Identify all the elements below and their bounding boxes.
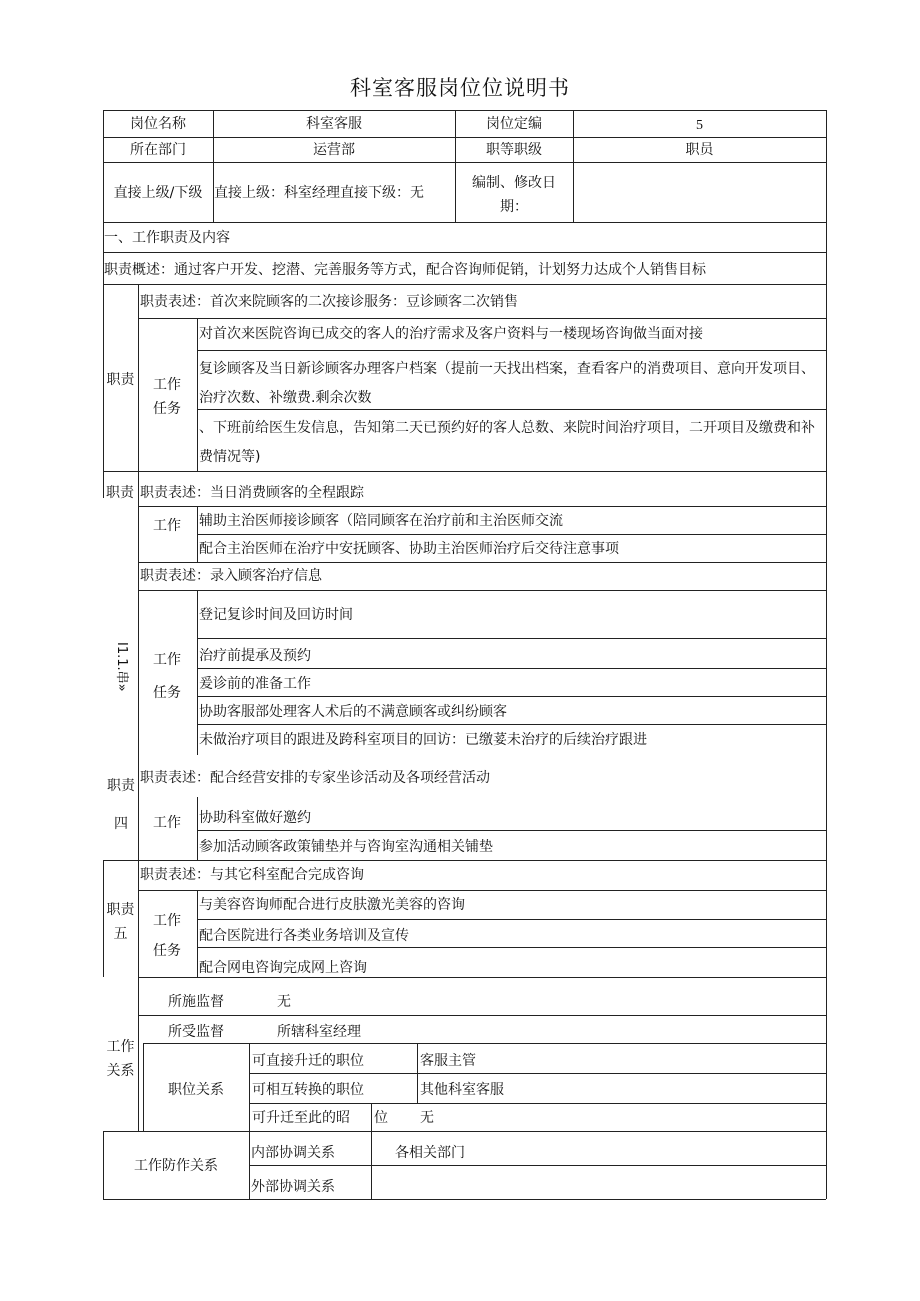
superior-value: 直接上级：科室经理直接下级：无: [214, 185, 424, 201]
duty3-task-2: 治疗前提承及预约: [199, 648, 311, 664]
duty3-task-1: 登记复诊时间及回访时间: [199, 607, 353, 623]
position-key-3: 可升迁至此的昭: [252, 1110, 350, 1126]
position-key-2: 可相互转换的职位: [252, 1082, 364, 1098]
duty4-task-1: 协助科室做好邀约: [199, 810, 311, 826]
duty4-task-2: 参加活动顾客政策铺垫并与咨询室沟通相关铺垫: [199, 839, 493, 855]
duty2-label: 职责: [106, 485, 134, 501]
dept-value: 运营部: [313, 142, 355, 158]
duty3-task-5: 未做治疗项目的跟进及跨科室项目的回访：已缴荽未治疗的后续治疗跟进: [199, 732, 647, 748]
section1-title: 一、工作职责及内容: [104, 230, 230, 246]
duty5-work-label: 工作任务: [153, 913, 181, 959]
duty1-task-1: 对首次来医院咨询已成交的客人的治疗需求及客户资料与一楼现场咨询做当面对接: [199, 326, 703, 342]
duty5-label: 职责五: [106, 902, 135, 942]
duty4-work-label: 工作: [153, 815, 181, 831]
position-key-3-suffix: 位: [374, 1110, 388, 1126]
duty3-statement: 职责表述：录入顾客治疗信息: [140, 568, 322, 584]
position-value-3: 无: [420, 1110, 434, 1126]
post-name-label: 岗位名称: [130, 116, 186, 132]
staffing-label: 岗位定编: [486, 116, 542, 132]
duty2-task-1: 辅助主治医师接诊顾客（陪同顾客在治疗前和主治医师交流: [199, 513, 563, 529]
supervised-label: 所受监督: [168, 1024, 224, 1040]
duty2-work-label: 工作: [153, 518, 181, 534]
duty4-statement: 职责表述：配合经营安排的专家坐诊活动及各项经营活动: [140, 770, 490, 786]
coordination-label: 工作防作关系: [134, 1158, 218, 1174]
duty3-task-4: 协助客服部处理客人术后的不满意顾客或纠纷顾客: [199, 704, 507, 720]
supervise-label: 所施监督: [168, 994, 224, 1010]
duty1-work-label: 工作任务: [153, 377, 181, 417]
duty1-statement: 职责表述：首次来院顾客的二次接诊服务：豆诊顾客二次销售: [140, 294, 518, 310]
duty-summary: 职责概述：通过客户开发、挖潜、完善服务等方式，配合咨询师促销，计划努力达成个人销售目标: [104, 262, 706, 278]
duty5-statement: 职责表述：与其它科室配合完成咨询: [140, 867, 364, 883]
grade-label: 职等职级: [486, 142, 542, 158]
duty3-work-label: 工作任务: [153, 652, 181, 701]
duty4-label: 职责四: [107, 778, 135, 832]
duty2-statement: 职责表述：当日消费顾客的全程跟踪: [140, 485, 364, 501]
duty3-task-3: 爰诊前的准备工作: [199, 676, 311, 692]
staffing-value: 5: [696, 118, 703, 133]
internal-coordination-value: 各相关部门: [395, 1145, 465, 1161]
external-coordination-label: 外部协调关系: [251, 1179, 335, 1195]
internal-coordination-label: 内部协调关系: [251, 1145, 335, 1161]
position-value-2: 其他科室客服: [420, 1082, 504, 1098]
position-key-1: 可直接升迁的职位: [252, 1053, 364, 1069]
duty5-task-3: 配合网电咨询完成网上咨询: [199, 960, 367, 976]
post-name-value: 科室客服: [306, 116, 362, 132]
date-label: 编制、修改日期：: [472, 175, 556, 215]
duty3-label: I1.1.串»: [114, 642, 129, 692]
duty1-label: 职责: [106, 372, 135, 388]
supervised-value: 所辖科室经理: [277, 1024, 361, 1040]
duty5-task-2: 配合医院进行各类业务培训及宣传: [199, 928, 409, 944]
supervise-value: 无: [277, 994, 291, 1010]
position-relation-label: 职位关系: [168, 1082, 224, 1098]
dept-label: 所在部门: [130, 142, 186, 158]
duty5-task-1: 与美容咨询师配合进行皮肤激光美容的咨询: [199, 897, 465, 913]
duty1-task-3: 、下班前给医生发信息，告知第二天已预约好的客人总数、来院时间治疗项目，二开项目及缴费和补费情况等): [199, 420, 815, 465]
duty1-task-2: 复诊顾客及当日新诊顾客办理客户档案（提前一天找出档案，查看客户的消费项目、意向开发项目、治疗次数、补缴费.剩余次数: [199, 361, 815, 406]
document-title: 科室客服岗位位说明书: [350, 76, 570, 100]
relations-label: 工作关系: [106, 1039, 135, 1079]
duty2-task-2: 配合主治医师在治疗中安抚顾客、协助主治医师治疗后交待注意事项: [199, 541, 619, 557]
grade-value: 职员: [685, 142, 714, 158]
position-value-1: 客服主管: [420, 1053, 476, 1069]
superior-label: 直接上级/下级: [113, 185, 203, 201]
